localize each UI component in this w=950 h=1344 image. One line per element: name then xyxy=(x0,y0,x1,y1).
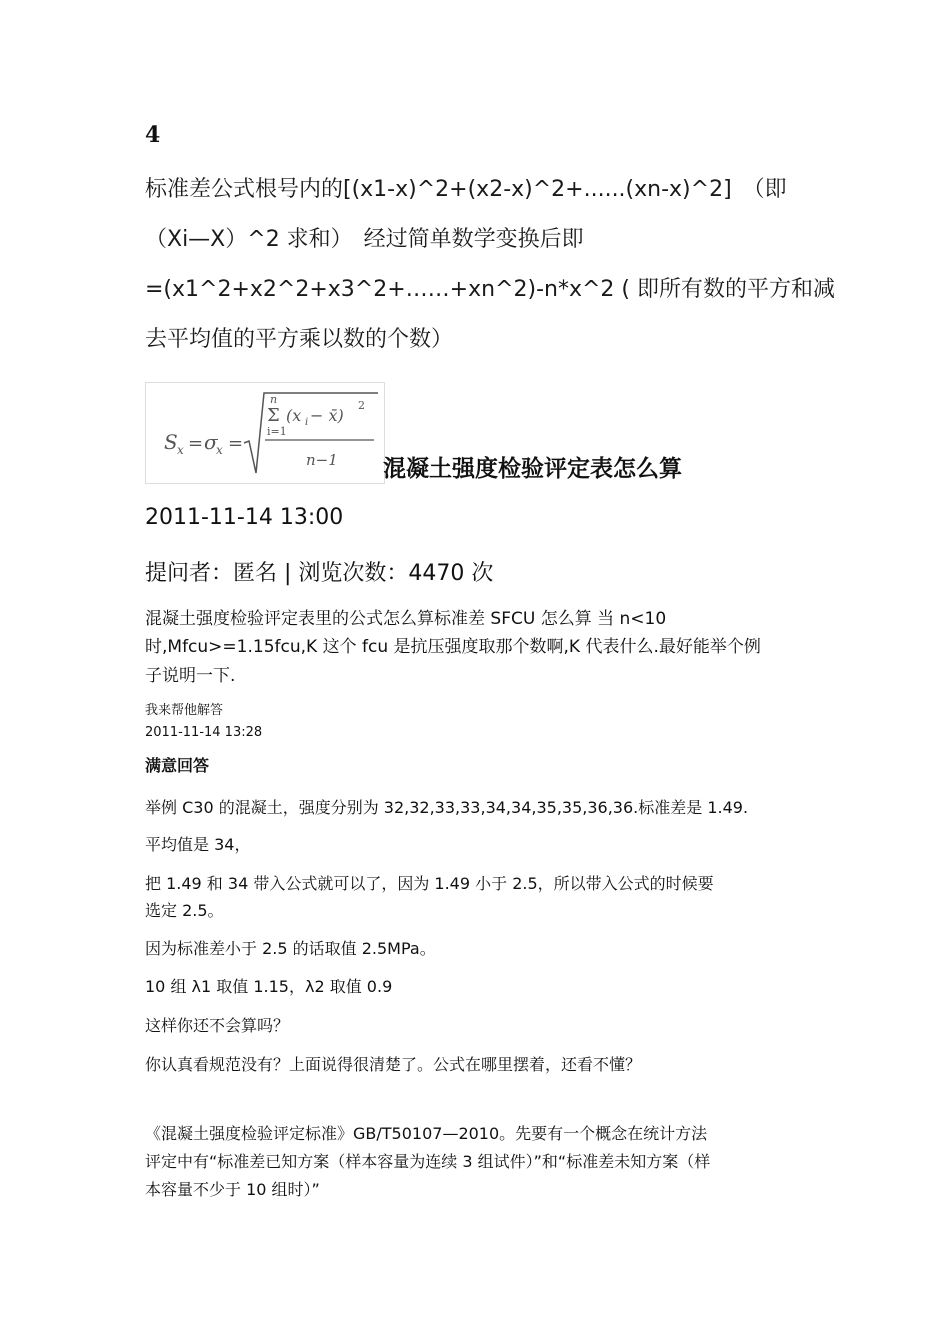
answer-paragraph-5: 10 组 λ1 取值 1.15，λ2 取值 0.9 xyxy=(145,977,393,996)
answer-date: 2011-11-14 13:28 xyxy=(145,725,263,740)
help-answer-link[interactable]: 我来帮他解答 xyxy=(145,703,224,718)
formula-sigma: σ xyxy=(204,430,218,454)
question-line-1: 混凝土强度检验评定表里的公式怎么算标准差 SFCU 怎么算 当 n<10 xyxy=(145,609,667,629)
question-line-2: 时,Mfcu>=1.15fcu,K 这个 fcu 是抗压强度取那个数啊,K 代表什么.最好能举个例 xyxy=(145,637,761,657)
formula-term: (x xyxy=(286,406,302,425)
answer-paragraph-6: 这样你还不会算吗？ xyxy=(145,1016,290,1035)
satisfied-answer-label: 满意回答 xyxy=(145,756,210,775)
asker-info: 提问者：匿名 | 浏览次数：4470 次 xyxy=(145,561,494,586)
formula-denominator: n−1 xyxy=(306,451,338,469)
formula-term-mid: − x̄) xyxy=(310,406,344,425)
svg-text:=: = xyxy=(228,433,244,454)
svg-text:Σ: Σ xyxy=(267,405,280,426)
page-number: 4 xyxy=(145,122,161,148)
answer-paragraph-3a: 把 1.49 和 34 带入公式就可以了，因为 1.49 小于 2.5，所以带入公式的时候要 xyxy=(145,874,714,893)
answer-paragraph-4: 因为标准差小于 2.5 的话取值 2.5MPa。 xyxy=(145,939,436,958)
intro-line-4: 去平均值的平方乘以数的个数） xyxy=(145,327,454,352)
answer-paragraph-2: 平均值是 34， xyxy=(145,835,251,854)
answer-paragraph-3b: 选定 2.5。 xyxy=(145,901,224,920)
intro-line-1: 标准差公式根号内的[(x1-x)^2+(x2-x)^2+......(xn-x)^2] （即 xyxy=(145,177,787,202)
answer-paragraph-8c: 本容量不少于 10 组时）” xyxy=(145,1180,320,1199)
formula-graphic xyxy=(146,383,384,483)
intro-line-2: （Xi—X）^2 求和） 经过简单数学变换后即 xyxy=(145,227,584,252)
formula-power: 2 xyxy=(358,399,365,412)
formula-lhs: S xyxy=(164,430,178,454)
answer-paragraph-1: 举例 C30 的混凝土，强度分别为 32,32,33,33,34,34,35,35,36,36.标准差是 1.49. xyxy=(145,798,749,817)
formula-sum-top: n xyxy=(270,393,278,406)
formula-lhs-sub: x xyxy=(177,443,184,457)
answer-paragraph-8a: 《混凝土强度检验评定标准》GB/T50107—2010。先要有一个概念在统计方法 xyxy=(145,1124,708,1143)
answer-paragraph-7: 你认真看规范没有？上面说得很清楚了。公式在哪里摆着，还看不懂？ xyxy=(145,1055,642,1074)
standard-deviation-formula-image xyxy=(145,382,385,484)
question-date: 2011-11-14 13:00 xyxy=(145,505,344,530)
question-line-3: 子说明一下. xyxy=(145,666,236,686)
formula-sum-bottom: i=1 xyxy=(267,425,287,438)
intro-line-3: =(x1^2+x2^2+x3^2+……+xn^2)-n*x^2 ( 即所有数的平方和减 xyxy=(145,277,835,302)
article-title: 混凝土强度检验评定表怎么算 xyxy=(383,456,682,482)
formula-sigma-sub: x xyxy=(216,443,223,457)
svg-text:=: = xyxy=(188,433,204,454)
formula-term-sub: i xyxy=(305,417,309,428)
answer-paragraph-8b: 评定中有“标准差已知方案（样本容量为连续 3 组试件）”和“标准差未知方案（样 xyxy=(145,1152,711,1171)
